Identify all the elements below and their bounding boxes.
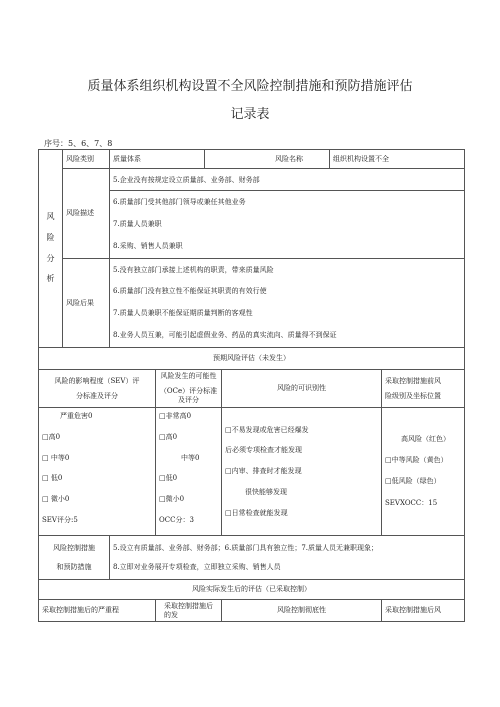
list-item: 6.质量部门受其他部门领导或兼任其他业务 [113, 197, 246, 206]
risk-level-score: SEVXOCC：15 [385, 499, 438, 508]
post-eval-col-thoroughness: 风险控制彻底性 [222, 600, 382, 622]
occ-option: 中等0 [181, 453, 200, 462]
detectability-header: 风险的可识别性 [222, 370, 382, 408]
sev-header-line: 风险的影响程度（SEV）评 [54, 376, 140, 385]
occ-score: OCC分：3 [159, 515, 194, 524]
list-item: 5.设立有质量部、业务部、财务部；6.质量部门具有独立性；7.质量人员无兼职现象； [113, 543, 379, 552]
post-eval-col-occurrence: 采取控制措施后的发 [156, 600, 222, 622]
list-item: 6.质量部门没有独立性不能保证其职责的有效行使 [113, 287, 267, 295]
occ-option: □非常高0 [159, 412, 192, 420]
post-eval-col-severity: 采取控制措施后的严重程 [39, 600, 156, 622]
sev-header-line: 分标准及评分 [76, 391, 118, 400]
sev-score: SEV评分:5 [42, 515, 78, 524]
control-measures-items [110, 536, 465, 580]
detectability-option: 很快能够发现 [245, 487, 287, 496]
row-post-eval-columns [39, 600, 465, 622]
risk-level-option: □中等风险（黄色） [385, 455, 448, 464]
sev-option: □ 低0 [42, 474, 63, 483]
control-label-line: 风险控制措施 [53, 543, 95, 552]
risk-description-items [110, 169, 465, 259]
sev-option: □ 微小0 [42, 495, 70, 503]
list-item: 8.立即对业务展开专项检查，立即独立采购、销售人员 [113, 562, 281, 571]
risk-consequence-label: 风险后果 [63, 259, 110, 348]
risk-level-header-line: 采取控制措施前风 [385, 376, 441, 385]
risk-label-char: 分 [46, 253, 55, 263]
sev-options [39, 408, 156, 536]
row-pre-eval-content [39, 408, 465, 536]
sev-option: □ 中等0 [42, 453, 70, 462]
list-item: 8.采购、销售人员兼职 [113, 241, 183, 250]
occ-option: □高0 [159, 432, 178, 441]
sev-header [39, 370, 156, 408]
risk-name-cell [205, 150, 330, 169]
list-item: 7.质量人员兼职不能保证期质量判断的客观性 [113, 309, 253, 317]
detectability-option: □内审、排查时才能发现 [225, 467, 302, 476]
post-eval-header: 风险实际发生后的评估（已采取控制） [39, 580, 465, 600]
serial-number: 序号：5、6、7、8 [44, 139, 113, 148]
risk-label-char: 险 [46, 232, 55, 242]
occ-header [156, 370, 222, 408]
row-risk-category [39, 150, 465, 169]
list-item: 7.质量人员兼职 [113, 219, 162, 228]
risk-label-char: 析 [46, 274, 55, 284]
risk-consequence-items [110, 259, 465, 348]
risk-level-header [382, 370, 465, 408]
row-risk-consequence [39, 259, 465, 348]
risk-level-option: 高风险（红色） [401, 435, 450, 443]
detectability-option: □不易发现或危害已经爆发 [225, 425, 309, 434]
risk-level-header-line: 险级别及坐标位置 [385, 391, 441, 400]
detectability-options [222, 408, 382, 536]
sev-option: □高0 [42, 432, 61, 441]
occ-options [156, 408, 222, 536]
risk-name-label: 风险名称 [275, 154, 303, 163]
risk-name-value: 组织机构设置不全 [330, 150, 465, 169]
document-title: 质量体系组织机构设置不全风险控制措施和预防措施评估 [87, 79, 413, 94]
row-pre-eval-columns [39, 370, 465, 408]
detectability-option: 后必须专项检查才能发现 [225, 446, 302, 455]
risk-category-value: 质量体系 [110, 150, 205, 169]
row-post-eval-header [39, 580, 465, 600]
control-label-line: 和预防措施 [56, 562, 92, 571]
risk-analysis-label [39, 150, 63, 348]
list-item: 5.没有独立部门承接上述机构的职责，带来质量风险 [113, 266, 274, 274]
occ-option: □低0 [159, 474, 178, 483]
occ-header-line: （OCe）评分标准及评分 [159, 387, 218, 404]
risk-level-options [382, 408, 465, 536]
detectability-option: □日常检查就能发现 [225, 508, 288, 517]
document-subtitle: 记录表 [230, 107, 270, 122]
occ-option: □微小0 [159, 495, 185, 503]
risk-description-label: 风险描述 [63, 169, 110, 259]
control-measures-label [39, 536, 110, 580]
sev-option: 严重危害0 [60, 412, 93, 420]
row-control-measures [39, 536, 465, 580]
pre-eval-header: 预期风险评估（未发生） [39, 348, 465, 370]
row-risk-description [39, 169, 465, 259]
list-item: 8.业务人员互兼，可能引起虚假业务、药品的真实流向、质量得不到保证 [113, 331, 337, 339]
list-item: 5.企业没有按规定设立质量部、业务部、财务部 [110, 171, 464, 191]
risk-assessment-table [38, 149, 465, 622]
risk-category-label: 风险类别 [63, 150, 110, 169]
post-eval-col-risk-level: 采取控制措施后风 [382, 600, 465, 622]
risk-label-char: 风 [46, 211, 55, 221]
risk-level-option: □低风险（绿色） [385, 476, 441, 485]
occ-header-line: 风险发生的可能性 [160, 372, 217, 381]
row-pre-eval-header [39, 348, 465, 370]
